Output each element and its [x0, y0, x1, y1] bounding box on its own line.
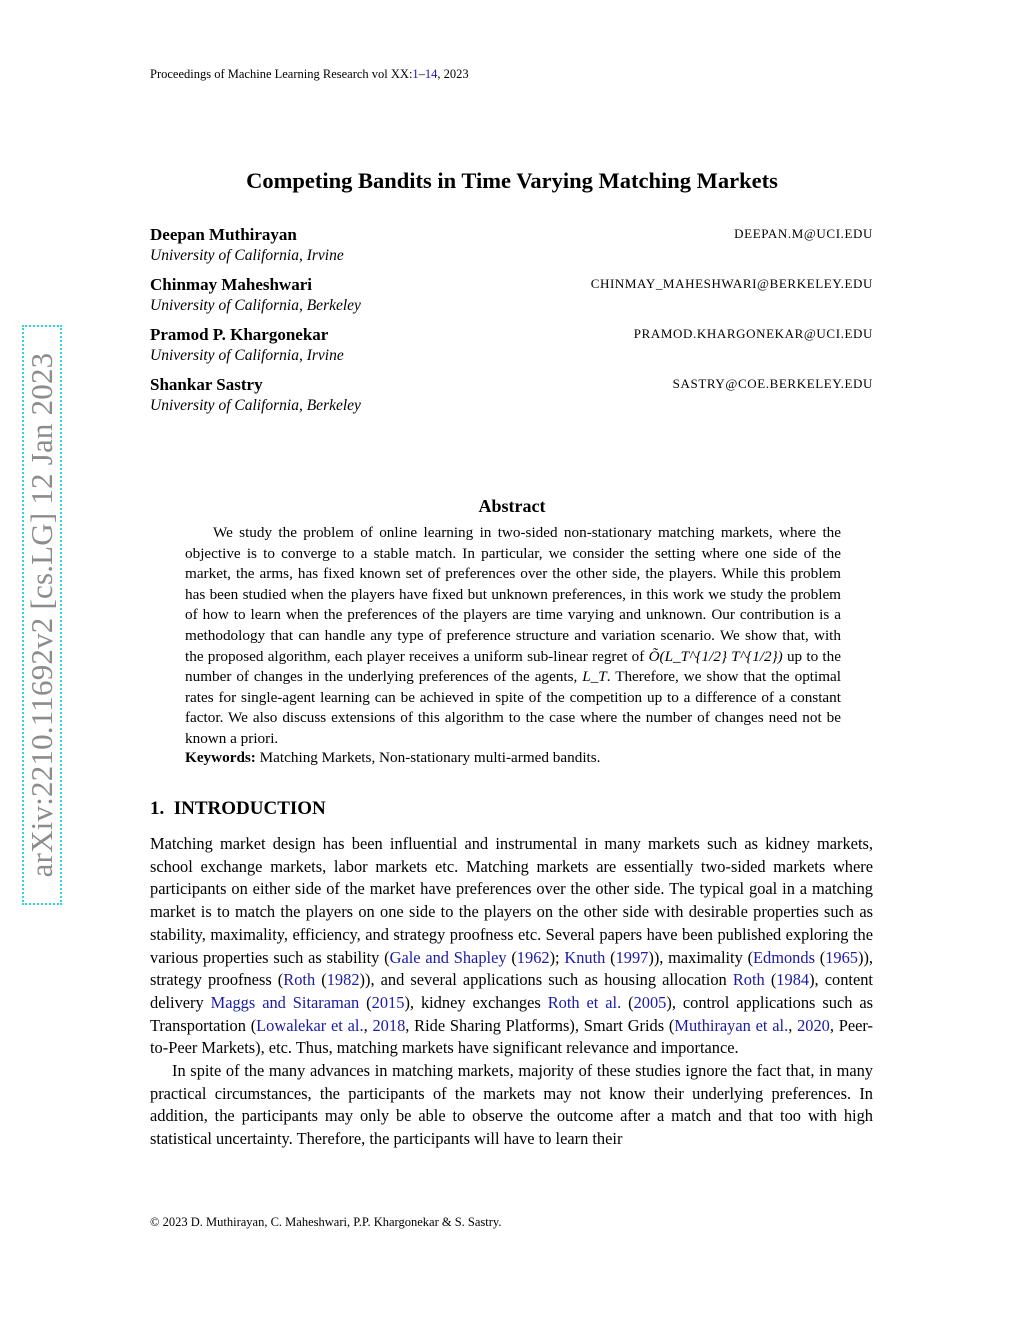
author-affiliation: University of California, Irvine — [150, 247, 344, 264]
copyright-footer: © 2023 D. Muthirayan, C. Maheshwari, P.P. Khargonekar & S. Sastry. — [150, 1215, 502, 1229]
section-title: INTRODUCTION — [173, 798, 326, 819]
abstract-text-2: up to the number of changes in the underlying preferences of the agents, — [185, 647, 841, 686]
author-affiliation: University of California, Berkeley — [150, 397, 361, 414]
introduction-body — [150, 833, 873, 1151]
abstract-paragraph — [185, 523, 841, 750]
citation-link[interactable]: Lowalekar et al. — [256, 1015, 364, 1035]
author-block — [150, 225, 873, 275]
keywords-label: Keywords: — [185, 749, 256, 766]
author-block — [150, 375, 873, 425]
citation-year-link[interactable]: 2018 — [372, 1015, 406, 1035]
arxiv-sidebar-stamp — [22, 325, 62, 905]
citation-year-link[interactable]: 1997 — [615, 947, 649, 967]
citation-link[interactable]: Muthirayan et al. — [674, 1015, 789, 1035]
page-end-link[interactable]: 14 — [424, 67, 438, 81]
author-email: CHINMAY_MAHESHWARI@BERKELEY.EDU — [590, 276, 873, 291]
author-email: DEEPAN.M@UCI.EDU — [734, 226, 873, 241]
intro-paragraph-1: Matching market design has been influential and instrumental in many markets such as kidney markets, school exchange markets, labor markets etc. Matching markets are essentially two-sided markets where participants on either side of the market have preferences over the other side. The typical goal in a matching market is to match the players on one side to the players on the other side with desirable properties such as stability, maximality, efficiency, and strategy proofness etc. Several papers have been published exploring the various properties such as stability (Gale and Shapley (1962); Knuth (1997)), maximality (Edmonds (1965)), strategy proofness (Roth (1982)), and several applications such as housing allocation Roth (1984), content delivery Maggs and Sitaraman (2015), kidney exchanges Roth et al. (2005), control applications such as Transportation (Lowalekar et al., 2018, Ride Sharing Platforms), Smart Grids (Muthirayan et al., 2020, Peer-to-Peer Markets), etc. Thus, matching markets have significant relevance and importance. — [150, 834, 874, 1058]
paper-title: Competing Bandits in Time Varying Matching Markets — [246, 168, 778, 193]
changes-count-math: L_T — [582, 668, 607, 686]
intro-paragraph-2: In spite of the many advances in matching markets, majority of these studies ignore the fact that, in many practical circumstances, the participants of the markets may not know their underlying preferences. In addition, the participants may only be able to observe the outcome after a match and that too with high statistical uncertainty. Therefore, the participants will have to learn their — [150, 1061, 873, 1149]
author-block — [150, 325, 873, 375]
author-affiliation: University of California, Irvine — [150, 347, 344, 364]
intro-text: , Ride Sharing Platforms), Smart Grids ( — [405, 1015, 675, 1035]
citation-link[interactable]: Edmonds — [753, 947, 815, 967]
intro-text: , content delivery — [150, 970, 873, 1012]
intro-text: ), and several applications such as housing allocation — [364, 970, 733, 990]
author-block — [150, 275, 873, 325]
page-dash: – — [418, 67, 425, 81]
author-name: Pramod P. Khargonekar — [150, 325, 329, 344]
abstract-text-1: We study the problem of online learning in two-sided non-stationary matching markets, where the objective is to converge to a stable match. In particular, we consider the setting where one side of the market, the arms, has fixed known set of preferences over the other side, the players. While this problem has been studied when the players have fixed but unknown preferences, in this work we study the problem of how to learn when the preferences of the players are time varying and unknown. Our contribution is a methodology that can handle any type of preference structure and variation scenario. We show that, with the proposed algorithm, each player receives a uniform sub-linear regret of — [185, 524, 841, 665]
citation-year-link[interactable]: 2005 — [633, 992, 667, 1012]
intro-text: Matching market design has been influential and instrumental in many markets such as kidney markets, school exchange markets, labor markets etc. Matching markets are essentially two-sided markets where participants on either side of the market have preferences over the other side. The typical goal in a matching market is to match the players on one side to the players on the other side with desirable properties such as stability, maximality, efficiency, and strategy proofness etc. Several papers have been published exploring the various properties such as stability ( — [150, 834, 873, 967]
author-name: Chinmay Maheshwari — [150, 275, 312, 294]
abstract-heading: Abstract — [478, 496, 546, 516]
citation-link[interactable]: Gale and Shapley — [389, 947, 507, 967]
page-start-link[interactable]: 1 — [412, 67, 419, 81]
author-list — [150, 225, 873, 425]
abstract-body — [185, 523, 841, 750]
header-year: , 2023 — [437, 67, 469, 81]
intro-text: ), strategy proofness ( — [150, 947, 873, 990]
citation-year-link[interactable]: 2020 — [797, 1015, 830, 1035]
citation-year-link[interactable]: 2015 — [371, 992, 405, 1012]
citation-link[interactable]: Maggs and Sitaraman — [210, 992, 360, 1012]
author-name: Shankar Sastry — [150, 375, 263, 394]
intro-text: , Peer-to-Peer Markets), etc. Thus, matching markets have significant relevance and importance. — [150, 1015, 873, 1058]
citation-year-link[interactable]: 1965 — [825, 947, 858, 967]
intro-text: ), maximality ( — [653, 947, 754, 967]
citation-link[interactable]: Knuth — [564, 947, 606, 967]
citation-year-link[interactable]: 1984 — [776, 970, 810, 990]
citation-link[interactable]: Roth — [283, 970, 316, 990]
citation-year-link[interactable]: 1962 — [516, 947, 550, 967]
section-heading — [150, 798, 326, 820]
abstract-text-3: . Therefore, we show that the optimal rates for single-agent learning can be achieved in spite of the competition up to a difference of a constant factor. We also discuss extensions of this algorithm to the case where the number of changes need not be known a priori. — [185, 668, 842, 747]
citation-year-link[interactable]: 1982 — [326, 970, 360, 990]
regret-bound-math: Õ(L_T^{1/2} T^{1/2}) — [648, 647, 783, 665]
intro-text: , kidney exchanges — [409, 992, 548, 1012]
running-header — [150, 67, 469, 82]
author-name: Deepan Muthirayan — [150, 225, 297, 244]
author-email: SASTRY@COE.BERKELEY.EDU — [672, 376, 873, 391]
journal-name: Proceedings of Machine Learning Research vol XX: — [150, 67, 413, 81]
citation-link[interactable]: Roth — [732, 970, 765, 990]
keywords-line — [185, 749, 841, 767]
keywords-text: Matching Markets, Non-stationary multi-armed bandits. — [259, 749, 601, 766]
intro-text: , control applications such as Transportation ( — [150, 992, 874, 1035]
arxiv-identifier: arXiv:2210.11692v2 [cs.LG] 12 Jan 2023 — [24, 352, 59, 878]
citation-link[interactable]: Roth et al. — [547, 992, 622, 1012]
author-affiliation: University of California, Berkeley — [150, 297, 361, 314]
section-number: 1. — [150, 798, 165, 819]
author-email: PRAMOD.KHARGONEKAR@UCI.EDU — [633, 326, 873, 341]
